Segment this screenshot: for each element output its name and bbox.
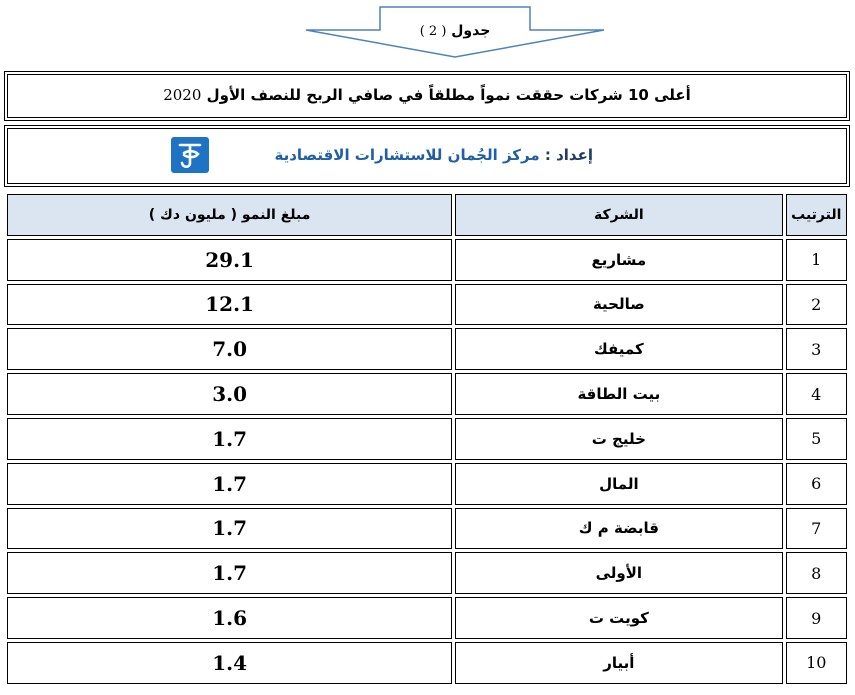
title-box	[4, 71, 850, 121]
company-cell: كويت ت	[455, 597, 782, 639]
table-row	[7, 552, 847, 594]
jumaan-logo-icon	[171, 137, 209, 173]
rank-cell: 3	[786, 328, 847, 370]
table-row	[7, 597, 847, 639]
table-row	[7, 463, 847, 505]
growth-value-cell: 1.6	[7, 597, 452, 639]
title-year: 2020	[163, 86, 202, 104]
rank-cell: 6	[786, 463, 847, 505]
credit-box	[4, 125, 850, 187]
company-cell: بيت الطاقة	[455, 373, 782, 415]
rank-cell: 7	[786, 508, 847, 550]
banner-label	[305, 23, 605, 39]
growth-value-cell: 1.7	[7, 463, 452, 505]
company-cell: الأولى	[455, 552, 782, 594]
rank-cell: 10	[786, 642, 847, 684]
growth-value-cell: 7.0	[7, 328, 452, 370]
rank-cell: 9	[786, 597, 847, 639]
rank-cell: 1	[786, 239, 847, 281]
company-cell: قابضة م ك	[455, 508, 782, 550]
credit-line	[273, 146, 593, 164]
growth-value-cell: 12.1	[7, 284, 452, 326]
growth-value-cell: 3.0	[7, 373, 452, 415]
table-banner	[305, 6, 605, 58]
growth-value-cell: 1.7	[7, 552, 452, 594]
table-row	[7, 284, 847, 326]
header-rank: الترتيب	[786, 194, 847, 236]
header-company: الشركة	[455, 194, 782, 236]
rank-cell: 8	[786, 552, 847, 594]
table-row	[7, 373, 847, 415]
banner-title: جدول	[451, 23, 491, 39]
page-title	[5, 86, 849, 104]
table-header-row	[7, 194, 847, 236]
table-row	[7, 239, 847, 281]
banner-number: ( 2 )	[419, 24, 447, 39]
growth-value-cell: 29.1	[7, 239, 452, 281]
ranking-table	[4, 191, 850, 691]
rank-cell: 4	[786, 373, 847, 415]
table-row	[7, 418, 847, 460]
rank-cell: 2	[786, 284, 847, 326]
prepared-by-label: إعداد :	[544, 146, 593, 164]
growth-value-cell: 1.4	[7, 642, 452, 684]
rank-cell: 5	[786, 418, 847, 460]
company-cell: صالحية	[455, 284, 782, 326]
title-text: أعلى 10 شركات حققت نمواً مطلقاً في صافي الربح للنصف الأول	[206, 86, 691, 104]
organization-name: مركز الجُمان للاستشارات الاقتصادية	[274, 146, 540, 164]
header-growth-amount: مبلغ النمو ( مليون دك )	[7, 194, 452, 236]
company-cell: أبيار	[455, 642, 782, 684]
company-cell: خليج ت	[455, 418, 782, 460]
growth-value-cell: 1.7	[7, 418, 452, 460]
table-row	[7, 642, 847, 684]
table-row	[7, 508, 847, 550]
company-cell: المال	[455, 463, 782, 505]
company-cell: مشاريع	[455, 239, 782, 281]
growth-value-cell: 1.7	[7, 508, 452, 550]
table-row	[7, 328, 847, 370]
company-cell: كميفك	[455, 328, 782, 370]
